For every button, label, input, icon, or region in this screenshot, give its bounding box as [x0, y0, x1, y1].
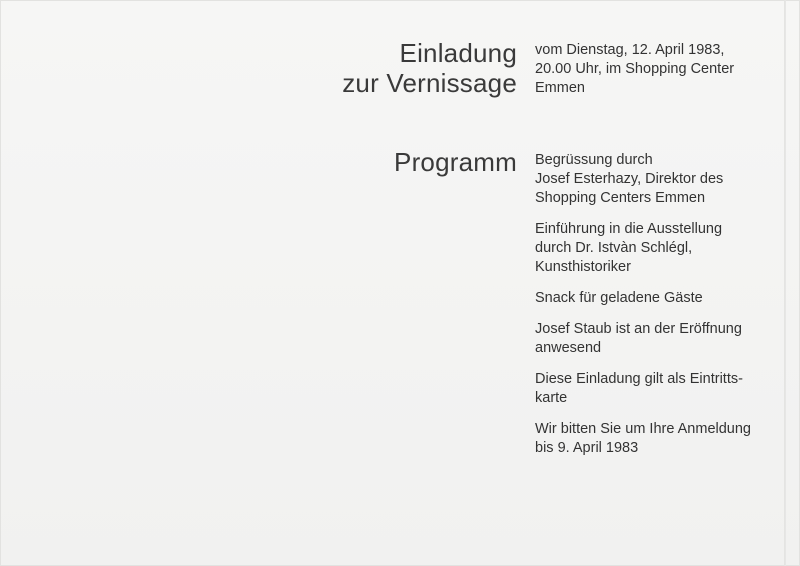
program-item-admission [535, 370, 775, 408]
program-item-line: Shopping Centers Emmen [535, 190, 706, 206]
invitation-details-line: 20.00 Uhr, im Shopping Center [535, 61, 735, 77]
program-item-line: Diese Einladung gilt als Eintritts- [535, 371, 743, 387]
program-item-line: anwesend [535, 340, 602, 356]
invitation-details-line: vom Dienstag, 12. April 1983, [535, 42, 725, 58]
program-item-line: Kunsthistoriker [535, 259, 631, 275]
invitation-details [535, 41, 775, 98]
program-item-snack [535, 289, 775, 308]
program-item-line: bis 9. April 1983 [535, 440, 639, 456]
program-item-line: Josef Staub ist an der Eröffnung [535, 321, 742, 337]
invitation-heading-line-1: Einladung [399, 38, 517, 68]
program-item-line: karte [535, 390, 568, 406]
invitation-details-line: Emmen [535, 80, 585, 96]
program-heading: Programm [394, 147, 517, 177]
card-fold-edge [784, 0, 786, 566]
program-item-introduction [535, 220, 775, 277]
program-item-registration [535, 420, 775, 458]
invitation-heading-line-2: zur Vernissage [342, 68, 517, 98]
program-item-line: Snack für geladene Gäste [535, 290, 703, 306]
program-item-line: durch Dr. Istvàn Schlégl, [535, 240, 693, 256]
program-list [535, 151, 775, 470]
invitation-heading [342, 38, 517, 98]
program-item-line: Einführung in die Ausstellung [535, 221, 723, 237]
program-item-welcome [535, 151, 775, 208]
program-item-line: Josef Esterhazy, Direktor des [535, 171, 724, 187]
program-item-line: Wir bitten Sie um Ihre Anmeldung [535, 421, 751, 437]
program-item-line: Begrüssung durch [535, 152, 653, 168]
program-item-artist-present [535, 320, 775, 358]
